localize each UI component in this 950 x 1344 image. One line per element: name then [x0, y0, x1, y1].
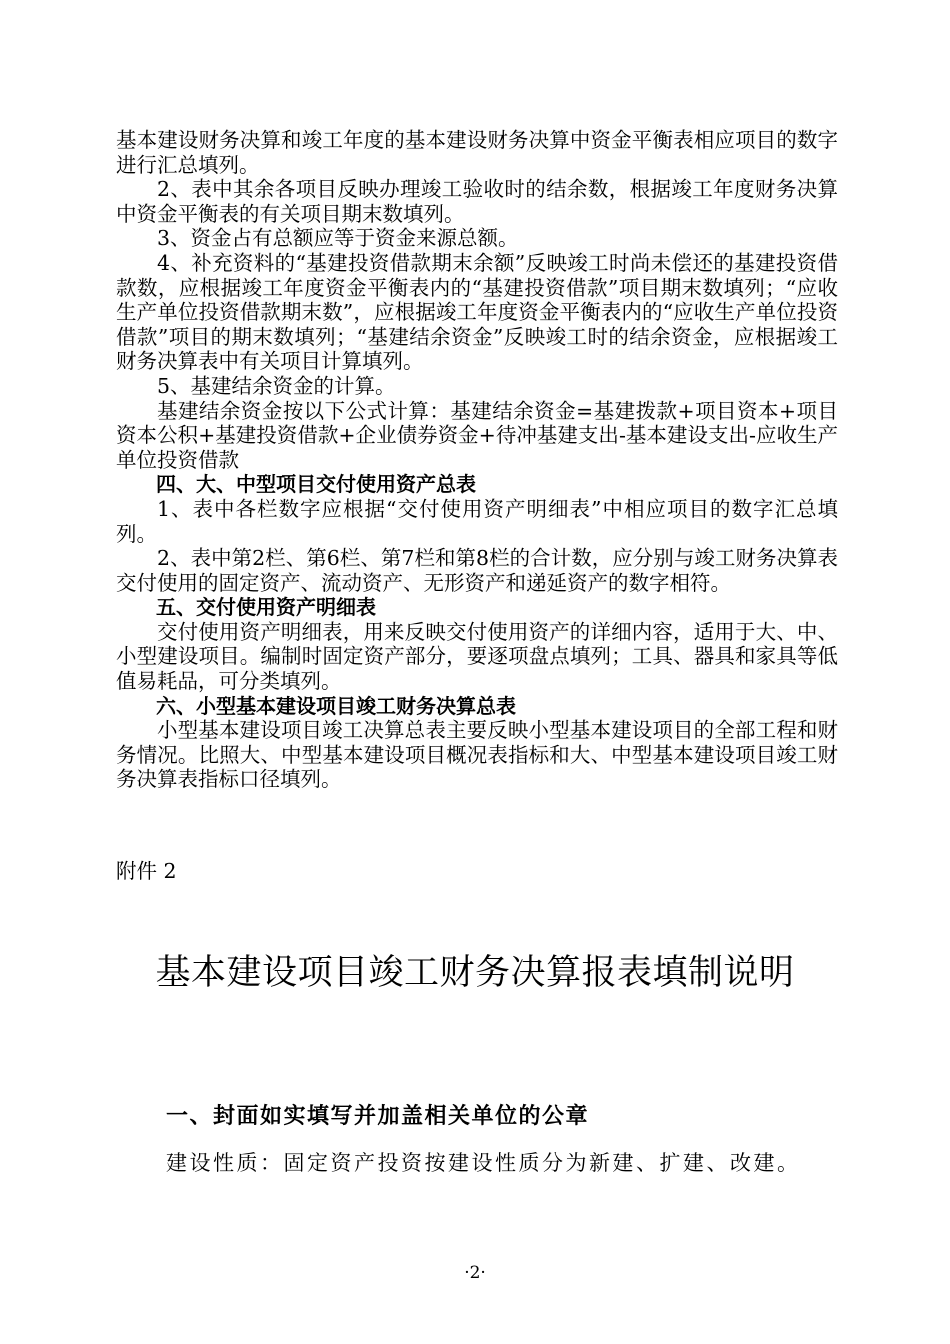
paragraph: 建设性质：固定资产投资按建设性质分为新建、扩建、改建。 [166, 1151, 801, 1175]
document-title: 基本建设项目竣工财务决算报表填制说明 [155, 953, 795, 993]
paragraph: 基建结余资金按以下公式计算：基建结余资金=基建拨款+项目资本+项目资本公积+基建投资借款+企业债券资金+待冲基建支出-基本建设支出-应收生产单位投资借款 [116, 398, 838, 472]
paragraph: 1、表中各栏数字应根据“交付使用资产明细表”中相应项目的数字汇总填列。 [116, 496, 838, 546]
page-number: ·2· [464, 1263, 486, 1283]
body-text [116, 128, 838, 792]
section-heading: 一、封面如实填写并加盖相关单位的公章 [166, 1104, 590, 1129]
section-heading: 四、大、中型项目交付使用资产总表 [156, 472, 476, 497]
section-heading: 五、交付使用资产明细表 [156, 595, 376, 620]
paragraph: 3、资金占有总额应等于资金来源总额。 [157, 226, 519, 251]
paragraph: 2、表中其余各项目反映办理竣工验收时的结余数，根据竣工年度财务决算中资金平衡表的有关项目期末数填列。 [116, 177, 838, 226]
attachment-label: 附件 2 [116, 859, 177, 883]
paragraph: 4、补充资料的“基建投资借款期末余额”反映竣工时尚未偿还的基建投资借款数，应根据竣工年度资金平衡表内的“基建投资借款”项目期末数填列；“应收生产单位投资借款期末数”，应根据竣工年度资金平衡表内的“应收生产单位投资借款”项目的期末数填列；“基建结余资金”反映竣工时的结余资金，应根据竣工财务决算表中有关项目计算填列。 [116, 250, 838, 374]
paragraph: 基本建设财务决算和竣工年度的基本建设财务决算中资金平衡表相应项目的数字进行汇总填列。 [116, 128, 838, 177]
paragraph: 交付使用资产明细表，用来反映交付使用资产的详细内容，适用于大、中、小型建设项目。编制时固定资产部分，要逐项盘点填列；工具、器具和家具等低值易耗品，可分类填列。 [116, 619, 838, 694]
paragraph: 小型基本建设项目竣工决算总表主要反映小型基本建设项目的全部工程和财务情况。比照大、中型基本建设项目概况表指标和大、中型基本建设项目竣工财务决算表指标口径填列。 [116, 718, 838, 792]
paragraph: 2、表中第2栏、第6栏、第7栏和第8栏的合计数，应分别与竣工财务决算表交付使用的固定资产、流动资产、无形资产和递延资产的数字相符。 [116, 546, 838, 595]
section-heading: 六、小型基本建设项目竣工财务决算总表 [156, 693, 516, 718]
paragraph: 5、基建结余资金的计算。 [157, 373, 396, 398]
